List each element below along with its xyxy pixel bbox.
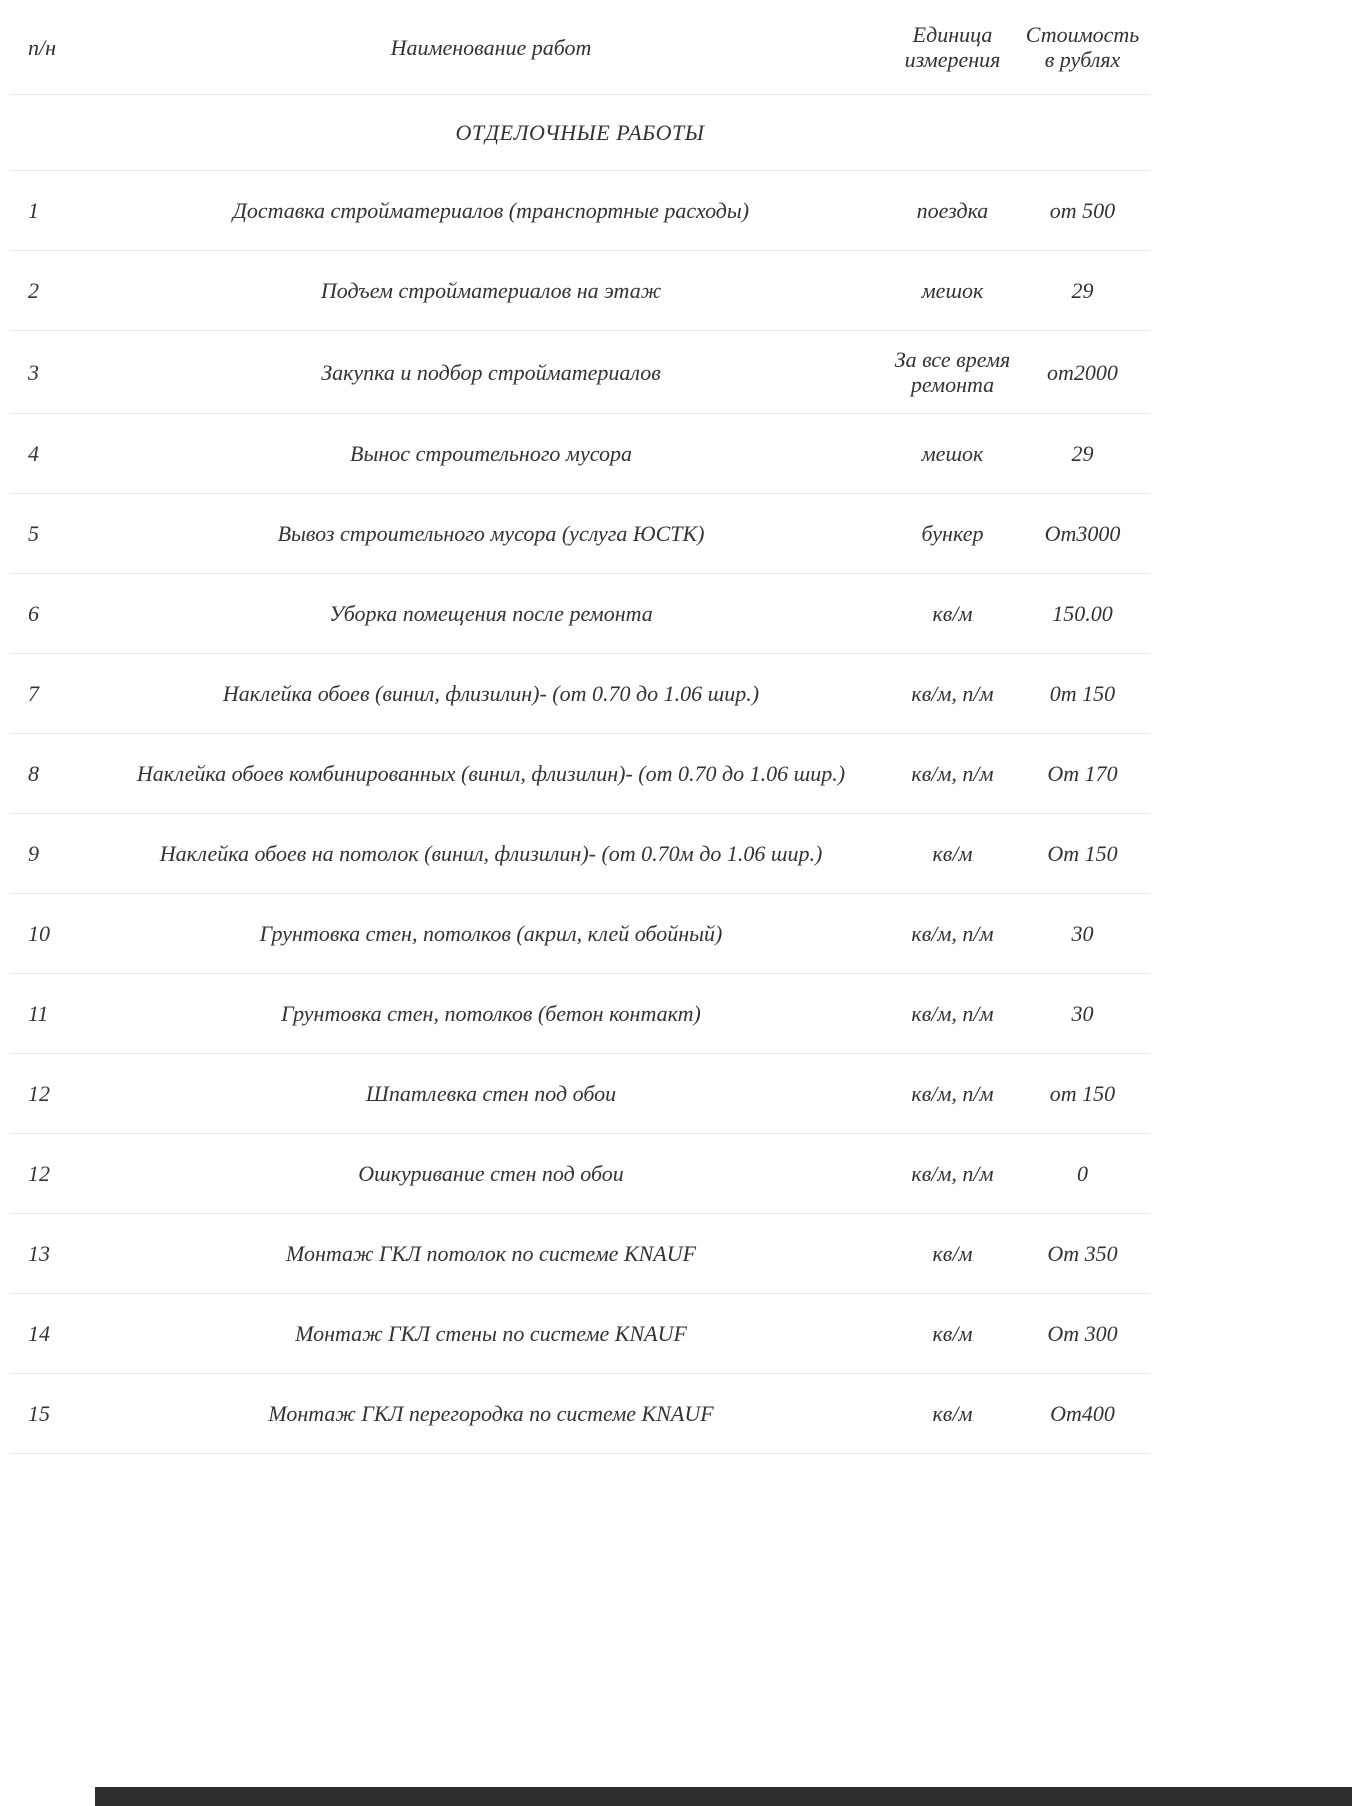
unit-cell: кв/м, п/м xyxy=(911,681,994,706)
price-cell: 30 xyxy=(1071,1001,1094,1026)
row-number-cell: 1 xyxy=(28,198,39,223)
work-name-cell: Наклейка обоев на потолок (винил, флизилин)- (от 0.70м до 1.06 шир.) xyxy=(159,841,823,866)
section-title: ОТДЕЛОЧНЫЕ РАБОТЫ xyxy=(455,120,705,145)
header-price: Стоимость в рублях xyxy=(1025,22,1140,72)
price-cell: 30 xyxy=(1071,921,1094,946)
row-number-cell: 12 xyxy=(28,1161,50,1186)
work-name-cell: Монтаж ГКЛ перегородка по системе KNAUF xyxy=(268,1401,714,1426)
unit-cell: бункер xyxy=(921,521,984,546)
work-name-cell: Шпатлевка стен под обои xyxy=(365,1081,617,1106)
unit-cell: мешок xyxy=(921,278,984,303)
row-number-cell: 5 xyxy=(28,521,39,546)
table-row xyxy=(10,414,1150,494)
price-cell: 29 xyxy=(1071,278,1094,303)
unit-cell: кв/м xyxy=(932,1241,973,1266)
work-name-cell: Грунтовка стен, потолков (бетон контакт) xyxy=(281,1001,701,1026)
row-number-cell: 13 xyxy=(28,1241,50,1266)
row-number-cell: 14 xyxy=(28,1321,50,1346)
unit-cell: кв/м xyxy=(932,1321,973,1346)
section-header-row xyxy=(10,95,1150,171)
work-name-cell: Монтаж ГКЛ стены по системе KNAUF xyxy=(295,1321,687,1346)
table-row xyxy=(10,974,1150,1054)
work-name-cell: Монтаж ГКЛ потолок по системе KNAUF xyxy=(285,1241,697,1266)
work-name-cell: Ошкуривание стен под обои xyxy=(358,1161,624,1186)
unit-cell: поездка xyxy=(916,198,989,223)
row-number-cell: 2 xyxy=(28,278,39,303)
work-name-cell: Доставка стройматериалов (транспортные расходы) xyxy=(232,198,750,223)
price-cell: От400 xyxy=(1050,1401,1115,1426)
price-cell: от2000 xyxy=(1047,359,1118,385)
unit-cell: мешок xyxy=(921,441,984,466)
table-row xyxy=(10,494,1150,574)
row-number-cell: 8 xyxy=(28,761,39,786)
price-cell: От 300 xyxy=(1047,1321,1118,1346)
unit-cell: кв/м, п/м xyxy=(911,1081,994,1106)
price-cell: От3000 xyxy=(1044,521,1121,546)
work-name-cell: Закупка и подбор стройматериалов xyxy=(321,359,661,385)
table-row xyxy=(10,574,1150,654)
work-name-cell: Грунтовка стен, потолков (акрил, клей обойный) xyxy=(259,921,723,946)
work-name-cell: Подъем стройматериалов на этаж xyxy=(320,278,662,303)
price-list-table xyxy=(10,0,1150,1454)
price-cell: 29 xyxy=(1071,441,1094,466)
table-header-row xyxy=(10,0,1150,95)
unit-cell: За все время ремонта xyxy=(894,347,1011,397)
row-number-cell: 3 xyxy=(28,359,39,385)
table-row xyxy=(10,814,1150,894)
price-cell: 0 xyxy=(1077,1161,1088,1186)
work-name-cell: Вынос строительного мусора xyxy=(350,441,632,466)
work-name-cell: Наклейка обоев (винил, флизилин)- (от 0.70 до 1.06 шир.) xyxy=(222,681,760,706)
price-cell: 0т 150 xyxy=(1049,681,1116,706)
table-row xyxy=(10,654,1150,734)
price-cell: от 500 xyxy=(1049,198,1116,223)
work-name-cell: Наклейка обоев комбинированных (винил, флизилин)- (от 0.70 до 1.06 шир.) xyxy=(136,761,846,786)
price-cell: От 170 xyxy=(1047,761,1118,786)
row-number-cell: 15 xyxy=(28,1401,50,1426)
work-name-cell: Уборка помещения после ремонта xyxy=(329,601,653,626)
table-row xyxy=(10,1214,1150,1294)
price-cell: от 150 xyxy=(1049,1081,1116,1106)
footer-bar xyxy=(95,1787,1352,1806)
header-work-name: Наименование работ xyxy=(390,34,592,60)
table-row xyxy=(10,734,1150,814)
unit-cell: кв/м, п/м xyxy=(911,761,994,786)
row-number-cell: 6 xyxy=(28,601,39,626)
row-number-cell: 7 xyxy=(28,681,39,706)
unit-cell: кв/м xyxy=(932,601,973,626)
table-row xyxy=(10,1054,1150,1134)
table-row xyxy=(10,331,1150,414)
header-number: п/н xyxy=(28,34,57,60)
table-row xyxy=(10,1294,1150,1374)
work-name-cell: Вывоз строительного мусора (услуга ЮСТК) xyxy=(277,521,705,546)
table-row xyxy=(10,894,1150,974)
table-row xyxy=(10,171,1150,251)
row-number-cell: 10 xyxy=(28,921,50,946)
row-number-cell: 9 xyxy=(28,841,39,866)
price-cell: 150.00 xyxy=(1052,601,1113,626)
price-cell: От 350 xyxy=(1047,1241,1118,1266)
unit-cell: кв/м, п/м xyxy=(911,921,994,946)
unit-cell: кв/м, п/м xyxy=(911,1161,994,1186)
row-number-cell: 4 xyxy=(28,441,39,466)
table-body xyxy=(10,171,1150,1454)
unit-cell: кв/м xyxy=(932,1401,973,1426)
table-row xyxy=(10,251,1150,331)
header-unit: Единица измерения xyxy=(904,22,1001,72)
price-cell: От 150 xyxy=(1047,841,1118,866)
table-row xyxy=(10,1134,1150,1214)
table-row xyxy=(10,1374,1150,1454)
unit-cell: кв/м, п/м xyxy=(911,1001,994,1026)
row-number-cell: 12 xyxy=(28,1081,50,1106)
row-number-cell: 11 xyxy=(28,1001,49,1026)
unit-cell: кв/м xyxy=(932,841,973,866)
